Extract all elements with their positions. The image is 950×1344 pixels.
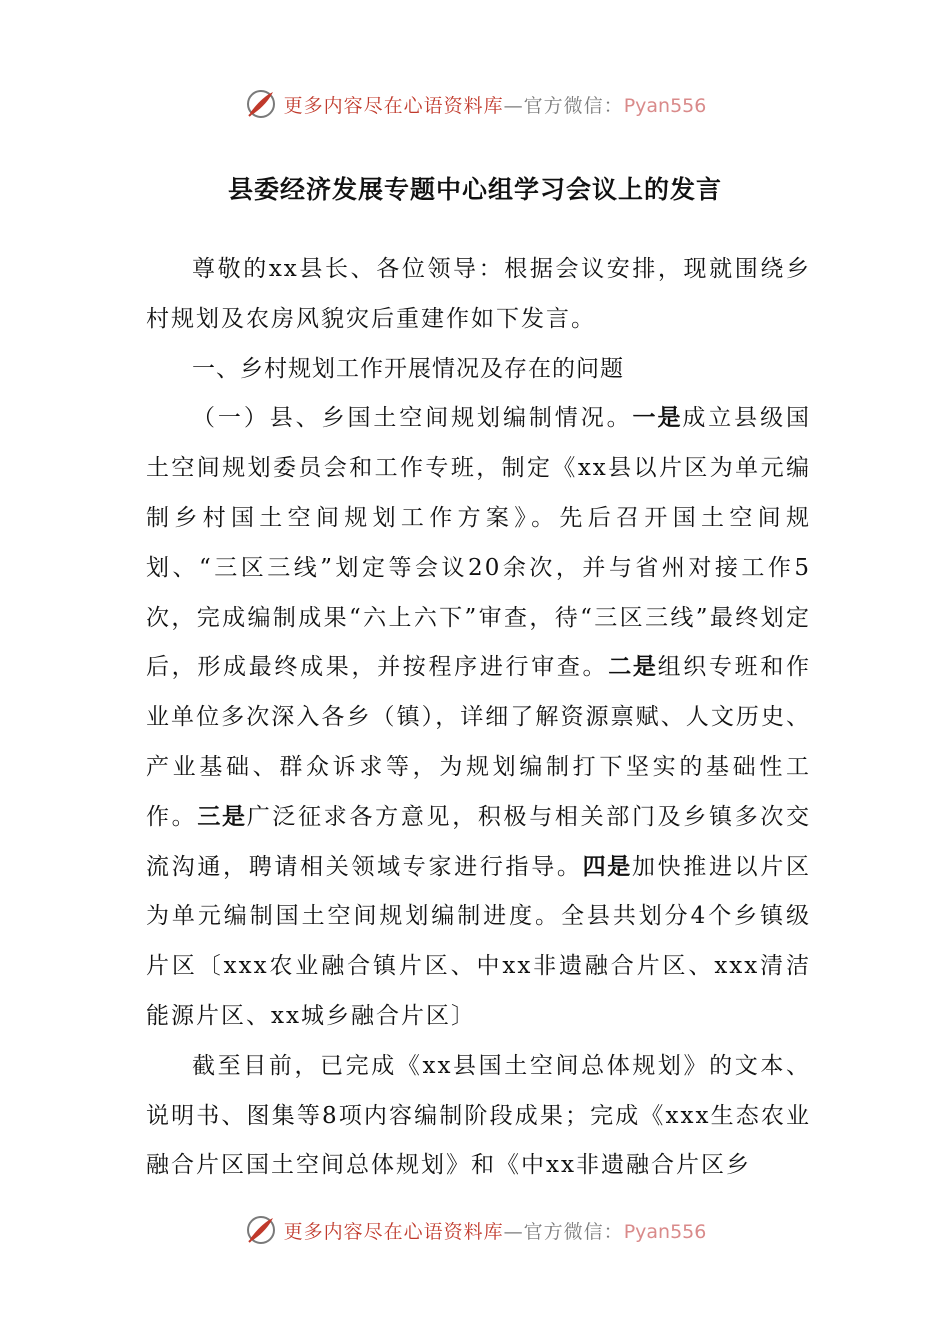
watermark-text: 更多内容尽在心语资料库—官方微信：Pyan556 <box>283 94 707 117</box>
document-title: 县委经济发展专题中心组学习会议上的发言 <box>227 175 722 204</box>
watermark-text: 更多内容尽在心语资料库—官方微信：Pyan556 <box>283 1220 707 1243</box>
watermark-banner-bottom <box>0 1210 950 1250</box>
quill-logo-icon <box>244 87 278 121</box>
progress-paragraph: 截至目前，已完成《xx县国土空间总体规划》的文本、说明书、图集等8项内容编制阶段成果；完成《xxx生态农业融合片区国土空间总体规划》和《中xx非遗融合片区乡 <box>146 1052 811 1179</box>
quill-logo-icon <box>244 1213 278 1247</box>
intro-paragraph: 尊敬的xx县长、各位领导：根据会议安排，现就围绕乡村规划及农房风貌灾后重建作如下发言。 <box>146 256 811 332</box>
watermark-banner-top <box>0 84 950 124</box>
section-heading: 一、乡村规划工作开展情况及存在的问题 <box>192 355 624 382</box>
document-body <box>146 245 811 1191</box>
planning-paragraph: （一）县、乡国土空间规划编制情况。一是成立县级国土空间规划委员会和工作专班，制定《xx县以片区为单元编制乡村国土空间规划工作方案》。先后召开国土空间规划、“三区三线”划定等会议20余次，并与省州对接工作5次，完成编制成果“六上六下”审查，待“三区三线”最终划定后，形成最终成果，并按程序进行审查。二是组织专班和作业单位多次深入各乡（镇），详细了解资源禀赋、人文历史、产业基础、群众诉求等，为规划编制打下坚实的基础性工作。三是广泛征求各方意见，积极与相关部门及乡镇多次交流沟通，聘请相关领域专家进行指导。四是加快推进以片区为单元编制国土空间规划编制进度。全县共划分4个乡镇级片区〔xxx农业融合镇片区、中xx非遗融合片区、xxx清洁能源片区、xx城乡融合片区〕 <box>146 405 812 1029</box>
